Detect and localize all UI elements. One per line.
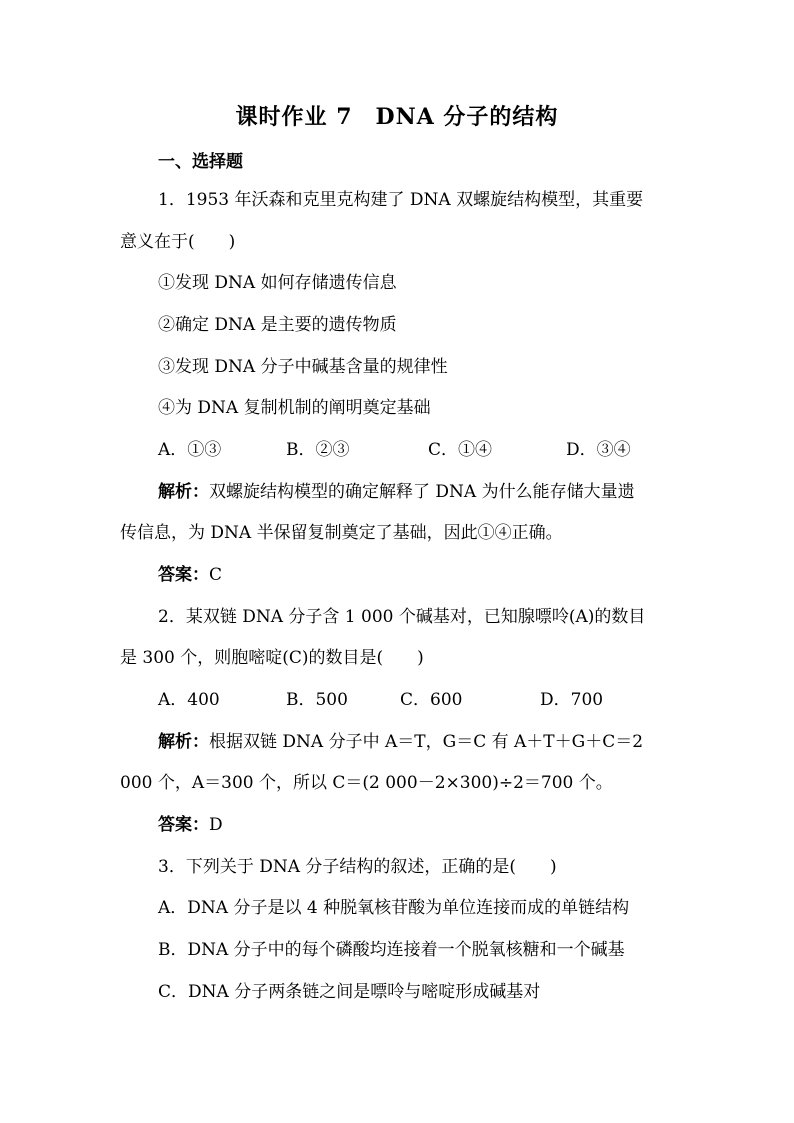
q3-option-c: C．DNA 分子两条链之间是嘌呤与嘧啶形成碱基对 — [158, 982, 541, 1002]
q3-option-b: B．DNA 分子中的每个磷酸均连接着一个脱氧核糖和一个碱基 — [158, 940, 625, 960]
q2-analysis-text-1: 根据双链 DNA 分子中 A＝T，G＝C 有 A＋T＋G＋C＝2 — [209, 732, 644, 752]
q2-option-d: D．700 — [540, 690, 604, 710]
q3-option-a: A．DNA 分子是以 4 种脱氧核苷酸为单位连接而成的单链结构 — [158, 898, 630, 918]
q1-item-1: ①发现 DNA 如何存储遗传信息 — [158, 273, 397, 293]
q1-option-d: D．③④ — [566, 440, 631, 460]
q2-option-b: B．500 — [286, 690, 348, 710]
q2-answer-value: D — [209, 815, 223, 835]
q2-stem-line-2: 是 300 个，则胞嘧啶(C)的数目是( ) — [120, 648, 424, 668]
q2-analysis-line-1 — [158, 730, 643, 754]
q2-stem-line-1: 2．某双链 DNA 分子含 1 000 个碱基对，已知腺嘌呤(A)的数目 — [158, 607, 646, 627]
q1-answer — [158, 563, 222, 587]
q1-analysis-text-1: 双螺旋结构模型的确定解释了 DNA 为什么能存储大量遗 — [209, 482, 635, 502]
q1-stem-line-1: 1．1953 年沃森和克里克构建了 DNA 双螺旋结构模型，其重要 — [158, 190, 644, 210]
q2-answer-label: 答案： — [158, 815, 209, 835]
q2-answer — [158, 813, 223, 837]
q1-answer-label: 答案： — [158, 565, 209, 585]
q1-analysis-label: 解析： — [158, 482, 209, 502]
q1-analysis-line-2: 传信息，为 DNA 半保留复制奠定了基础，因此①④正确。 — [120, 523, 563, 543]
q3-stem-line-1: 3．下列关于 DNA 分子结构的叙述，正确的是( ) — [158, 857, 557, 877]
section-heading: 一、选择题 — [158, 152, 243, 172]
q1-stem-line-2: 意义在于( ) — [120, 232, 236, 252]
page-title: 课时作业 7 DNA 分子的结构 — [235, 104, 559, 130]
q2-option-a: A．400 — [158, 690, 220, 710]
q2-option-c: C．600 — [400, 690, 463, 710]
q1-analysis-line-1 — [158, 480, 635, 504]
q1-item-3: ③发现 DNA 分子中碱基含量的规律性 — [158, 357, 448, 377]
q1-item-4: ④为 DNA 复制机制的阐明奠定基础 — [158, 398, 431, 418]
q1-answer-value: C — [209, 565, 223, 585]
q1-option-a: A．①③ — [158, 440, 222, 460]
q2-analysis-line-2: 000 个，A＝300 个，所以 C＝(2 000－2×300)÷2＝700 个。 — [120, 773, 613, 793]
q2-analysis-label: 解析： — [158, 732, 209, 752]
q1-option-b: B．②③ — [286, 440, 350, 460]
q1-option-c: C．①④ — [428, 440, 493, 460]
q1-item-2: ②确定 DNA 是主要的遗传物质 — [158, 315, 397, 335]
